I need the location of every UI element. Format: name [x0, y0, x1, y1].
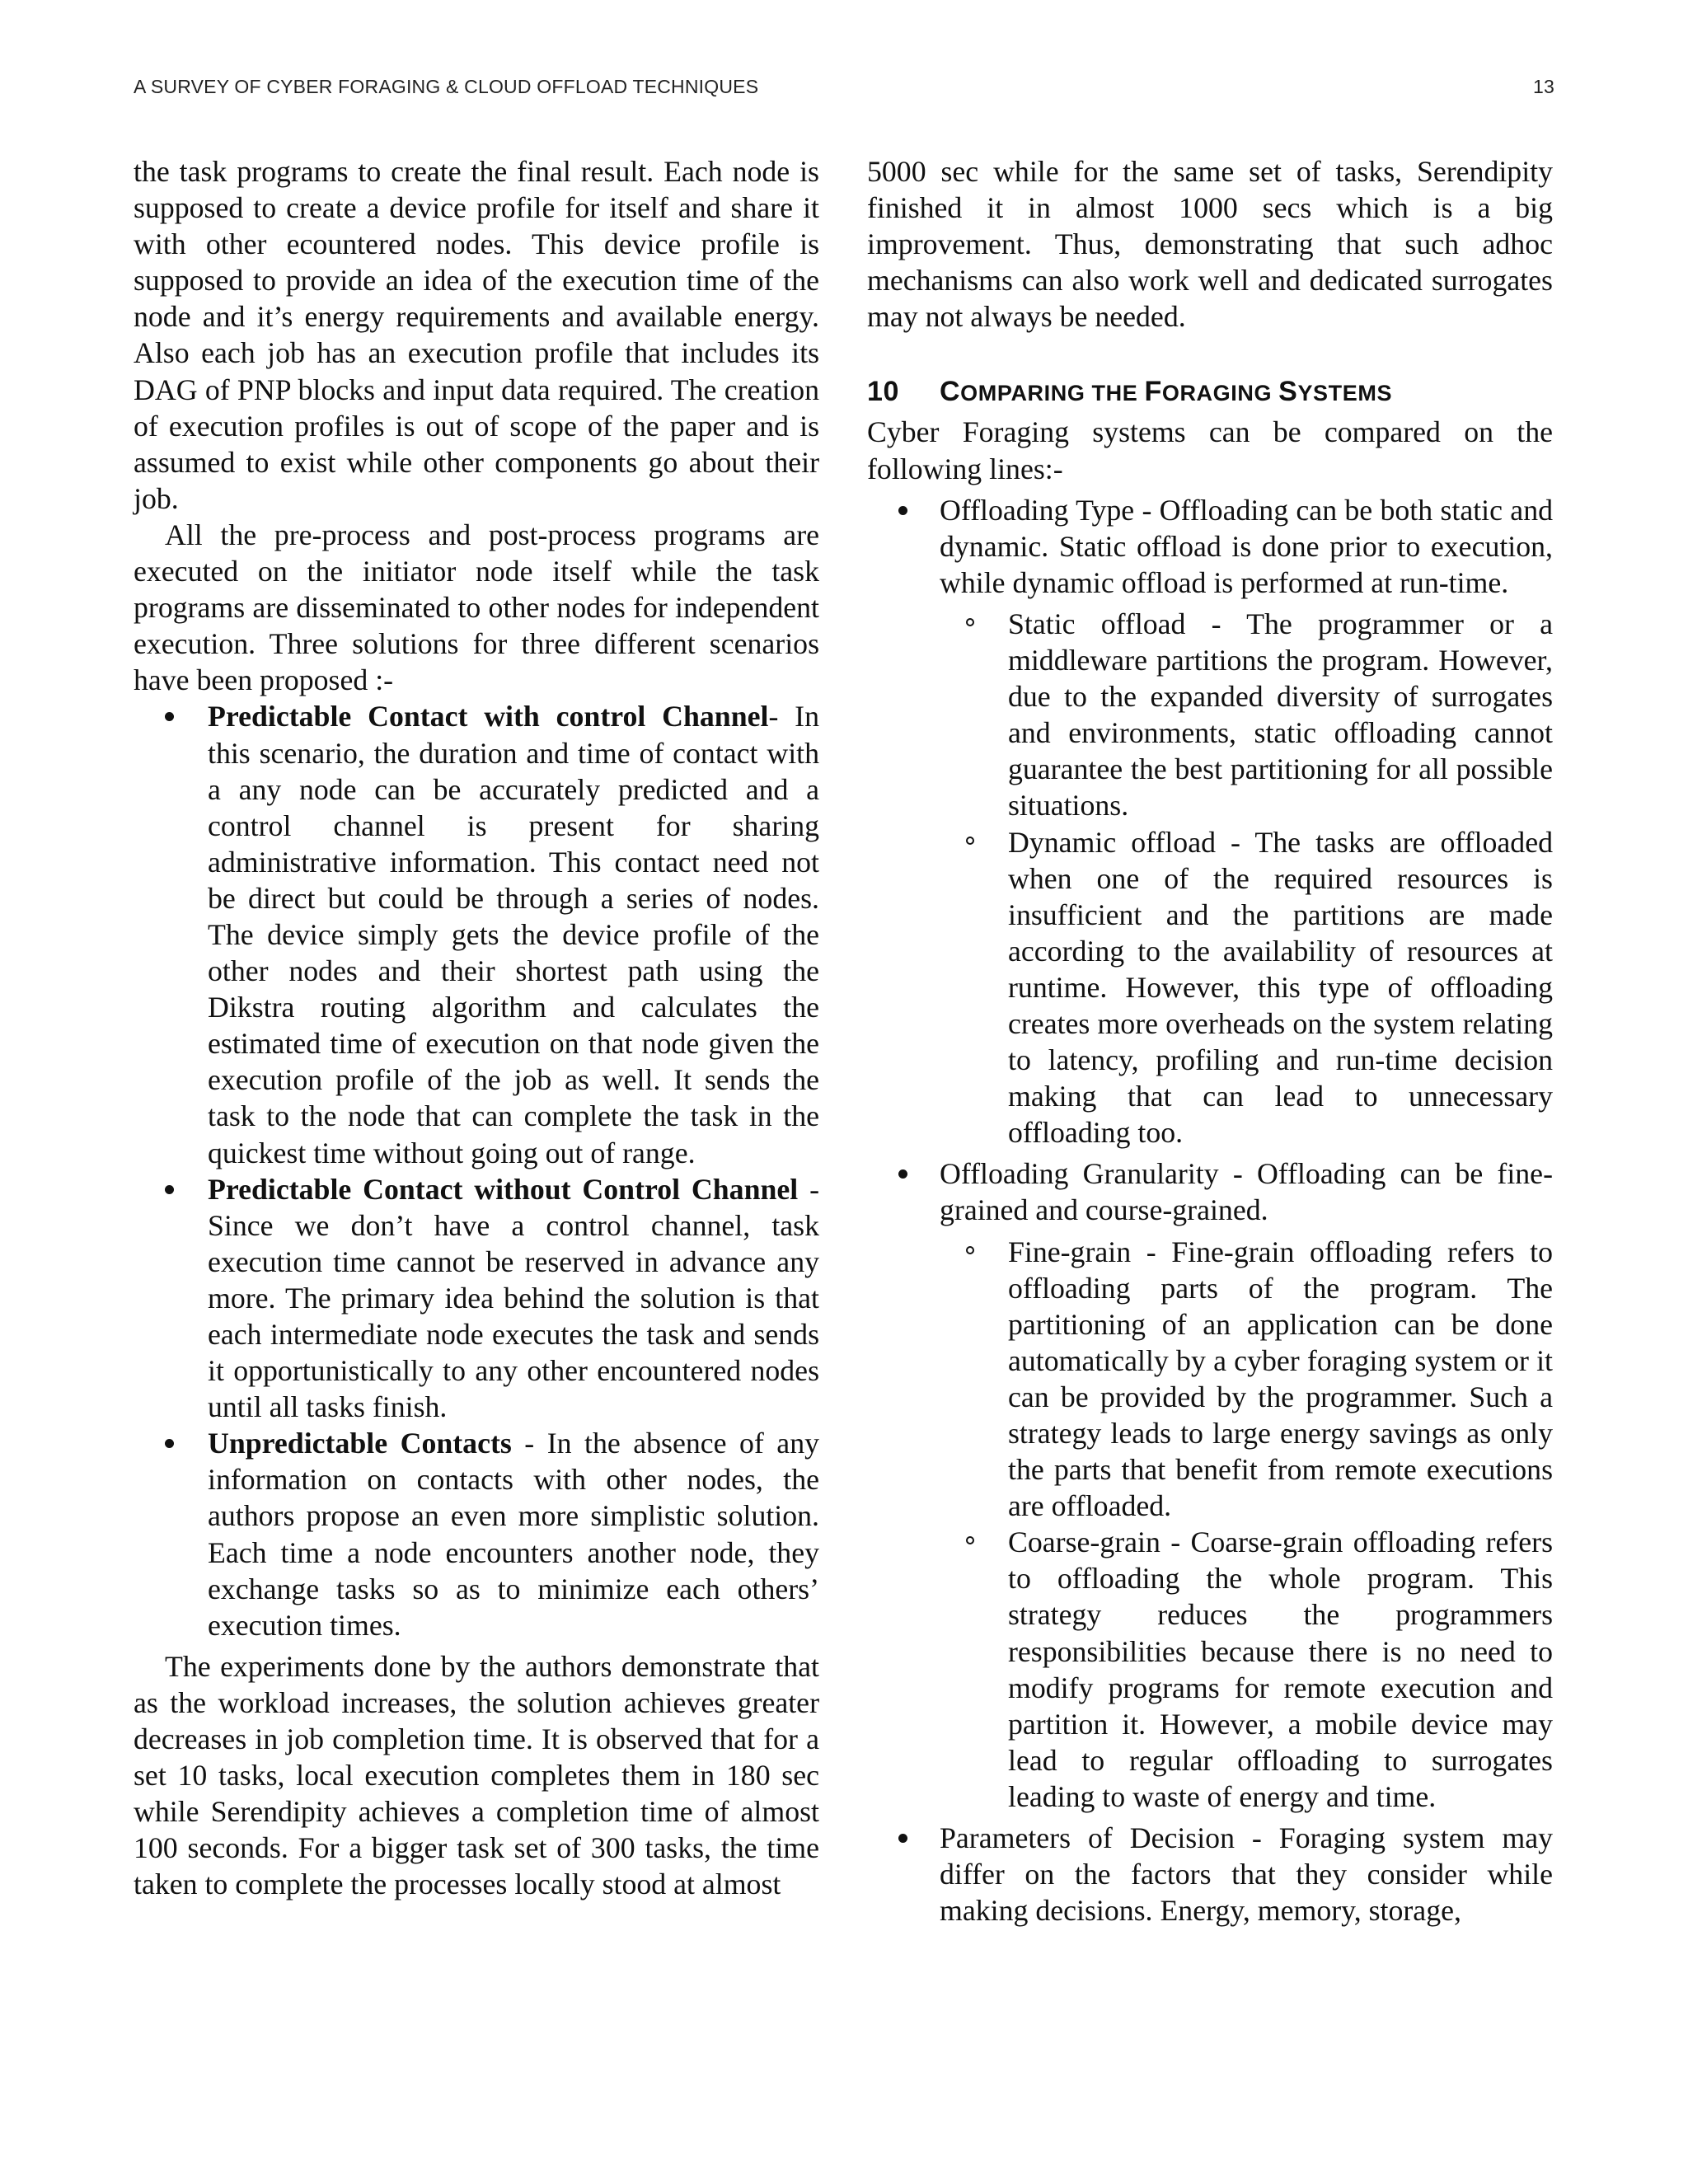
list-item-text: Offloading Type - Offloading can be both static and dynamic. Static offload is done prior to execution, while dynamic offload is performed at run-time.: [940, 493, 1553, 599]
section-number: 10: [867, 376, 900, 408]
section-title-part: ORAGING: [1161, 381, 1279, 406]
sub-list-item-text: Fine-grain - Fine-grain offloading refers to offloading parts of the program. The partitioning of an application can be done automatically by a cyber foraging system or it can be provided by the programmer. Such a strategy leads to large energy savings as only the parts that benefit from remote executions are offloaded.: [1008, 1235, 1553, 1523]
sub-list-item: [940, 606, 1553, 824]
section-heading: [867, 373, 1553, 411]
scenario-list: [134, 698, 819, 1643]
running-title: A SURVEY OF CYBER FORAGING & CLOUD OFFLOAD TECHNIQUES: [134, 76, 759, 97]
list-item: [134, 1171, 819, 1426]
bullet-icon: [165, 712, 174, 721]
paragraph: the task programs to create the final result. Each node is supposed to create a device profile for itself and share it with other ecountered nodes. This device profile is supposed to provide an idea of the execution time of the node and it’s energy requirements and available energy. Also each job has an execution profile that includes its DAG of PNP blocks and input data required. The creation of execution profiles is out of scope of the paper and is assumed to exist while other components go about their job.: [134, 155, 819, 515]
sub-list-item-text: Dynamic offload - The tasks are offloaded when one of the required resources is insufficient and the partitions are made according to the availability of resources at runtime. However, this type of offloading creates more overheads on the system relating to latency, profiling and run-time decision making that can lead to unnecessary offloading too.: [1008, 825, 1553, 1150]
sub-list-item: [940, 824, 1553, 1151]
circle-bullet-icon: [966, 837, 974, 845]
paragraph: All the pre-process and post-process programs are executed on the initiator node itself while the task programs are disseminated to other nodes for independent execution. Three solutions for three different scenarios have been proposed :-: [134, 518, 819, 697]
bullet-icon: [898, 1169, 907, 1179]
circle-bullet-icon: [966, 1246, 974, 1254]
sub-list-item-text: Static offload - The programmer or a middleware partitions the program. However, due to the expanded diversity of surrogates and environments, static offloading cannot guarantee the best partitioning for all possible situations.: [1008, 607, 1553, 823]
list-item: [867, 1820, 1553, 1929]
section-title-part: C: [940, 376, 961, 408]
paragraph: 5000 sec while for the same set of tasks, Serendipity finished it in almost 1000 secs which is a big improvement. Thus, demonstrating that such adhoc mechanisms can also work well and dedicated surrogates may not always be needed.: [867, 155, 1553, 334]
list-item: [134, 1425, 819, 1643]
sub-list-item: [940, 1524, 1553, 1815]
list-item: [867, 1155, 1553, 1815]
right-column: [867, 153, 1553, 1933]
section-title-part: YSTEMS: [1297, 381, 1393, 406]
running-header: [134, 76, 1554, 104]
bullet-icon: [898, 1834, 907, 1843]
left-column: [134, 153, 819, 1903]
section-title-part: S: [1278, 376, 1298, 408]
list-item-text: - Since we don’t have a control channel, task execution time cannot be reserved in advance any more. The primary idea behind the solution is that each intermediate node executes the task and sends it opportunistically to any other encountered nodes until all tasks finish.: [208, 1172, 820, 1424]
paragraph: The experiments done by the authors demonstrate that as the workload increases, the solution achieves greater decreases in job completion time. It is observed that for a set 10 tasks, local execution completes them in 180 sec while Serendipity achieves a completion time of almost 100 seconds. For a bigger task set of 300 tasks, the time taken to complete the processes locally stood at almost: [134, 1649, 819, 1901]
comparison-list: [867, 492, 1553, 1929]
paragraph: Cyber Foraging systems can be compared on the following lines:-: [867, 415, 1553, 485]
bullet-icon: [165, 1185, 174, 1194]
circle-bullet-icon: [966, 1536, 974, 1544]
list-item: [134, 698, 819, 1170]
section-title-part: F: [1144, 376, 1162, 408]
sub-list-item-text: Coarse-grain - Coarse-grain offloading refers to offloading the whole program. This strategy reduces the programmers responsibilities because there is no need to modify programs for remote execution and partition it. However, a mobile device may lead to regular offloading to surrogates leading to waste of energy and time.: [1008, 1526, 1553, 1813]
list-item: [867, 492, 1553, 1151]
bullet-icon: [165, 1439, 174, 1448]
sub-list: [940, 606, 1553, 1151]
sub-list-item: [940, 1234, 1553, 1525]
list-item-title: Predictable Contact with control Channel: [208, 700, 769, 733]
circle-bullet-icon: [966, 618, 974, 626]
list-item-text: - In the absence of any information on contacts with other nodes, the authors propose an even more simplistic solution. Each time a node encounters another node, they exchange tasks so as to minimize each others’ execution times.: [208, 1427, 819, 1642]
list-item-title: Unpredictable Contacts: [208, 1427, 512, 1460]
section-title-part: OMPARING THE: [960, 381, 1145, 406]
bullet-icon: [898, 506, 907, 515]
list-item-text: Offloading Granularity - Offloading can be fine-grained and course-grained.: [940, 1157, 1553, 1227]
page-number: 13: [1533, 76, 1554, 97]
sub-list: [940, 1234, 1553, 1816]
list-item-text: Parameters of Decision - Foraging system may differ on the factors that they consider while making decisions. Energy, memory, storage,: [940, 1821, 1553, 1928]
list-item-title: Predictable Contact without Control Channel: [208, 1172, 799, 1206]
list-item-text: - In this scenario, the duration and time of contact with a any node can be accurately predicted and a control channel is present for sharing administrative information. This contact need not be direct but could be through a series of nodes. The device simply gets the device profile of the other nodes and their shortest path using the Dikstra routing algorithm and calculates the estimated time of execution on that node given the execution profile of the job as well. It sends the task to the node that can complete the task in the quickest time without going out of range.: [208, 700, 819, 1169]
